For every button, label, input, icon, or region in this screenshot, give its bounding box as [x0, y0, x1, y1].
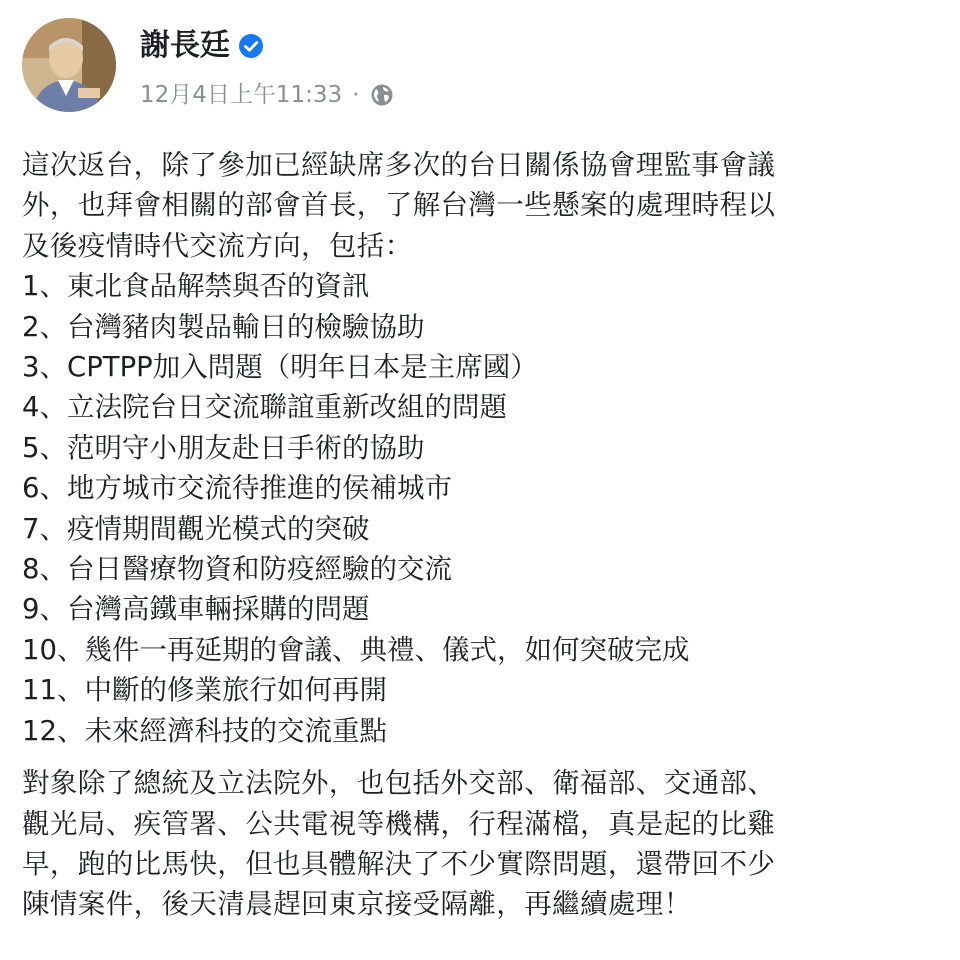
- post-header: [22, 18, 922, 114]
- closing-line: 早，跑的比馬快，但也具體解決了不少實際問題，還帶回不少: [22, 847, 776, 880]
- post-closing: [22, 763, 942, 925]
- post-body: [22, 145, 942, 925]
- author-row: [140, 26, 264, 66]
- intro-line: 這次返台，除了參加已經缺席多次的台日關係協會理監事會議: [22, 149, 776, 181]
- closing-line: 觀光局、疾管署、公共電視等機構，行程滿檔，真是起的比雞: [22, 807, 776, 840]
- list-item: 3、CPTPP加入問題（明年日本是主席國）: [22, 351, 538, 384]
- list-item: 7、疫情期間觀光模式的突破: [22, 512, 370, 545]
- list-item: 11、中斷的修業旅行如何再開: [22, 674, 387, 707]
- list-item: 1、東北食品解禁與否的資訊: [22, 270, 370, 303]
- closing-line: 陳情案件，後天清晨趕回東京接受隔離，再繼續處理！: [22, 888, 692, 921]
- author-name[interactable]: 謝長廷: [140, 28, 230, 63]
- list-item: 12、未來經濟科技的交流重點: [22, 714, 387, 747]
- list-item: 9、台灣高鐵車輛採購的問題: [22, 593, 370, 626]
- intro-line: 及後疫情時代交流方向，包括：: [22, 229, 413, 262]
- list-item: 5、范明守小朋友赴日手術的協助: [22, 431, 425, 464]
- intro-line: 外，也拜會相關的部會首長，了解台灣一些懸案的處理時程以: [22, 189, 776, 222]
- post-meta: [140, 80, 394, 110]
- list-item: 2、台灣豬肉製品輸日的檢驗協助: [22, 310, 425, 343]
- list-item: 8、台日醫療物資和防疫經驗的交流: [22, 553, 452, 586]
- post-timestamp[interactable]: 12月4日上午11:33: [140, 82, 343, 108]
- topic-list: [22, 266, 942, 751]
- verified-badge-icon: [238, 33, 264, 59]
- globe-icon[interactable]: [370, 83, 394, 107]
- list-item: 6、地方城市交流待推進的侯補城市: [22, 472, 452, 505]
- post-intro: [22, 145, 942, 266]
- avatar[interactable]: [22, 18, 116, 112]
- list-item: 10、幾件一再延期的會議、典禮、儀式，如何突破完成: [22, 633, 690, 666]
- closing-line: 對象除了總統及立法院外，也包括外交部、衛福部、交通部、: [22, 767, 776, 800]
- meta-separator: ·: [352, 82, 360, 108]
- avatar-photo: [22, 18, 116, 112]
- list-item: 4、立法院台日交流聯誼重新改組的問題: [22, 391, 507, 424]
